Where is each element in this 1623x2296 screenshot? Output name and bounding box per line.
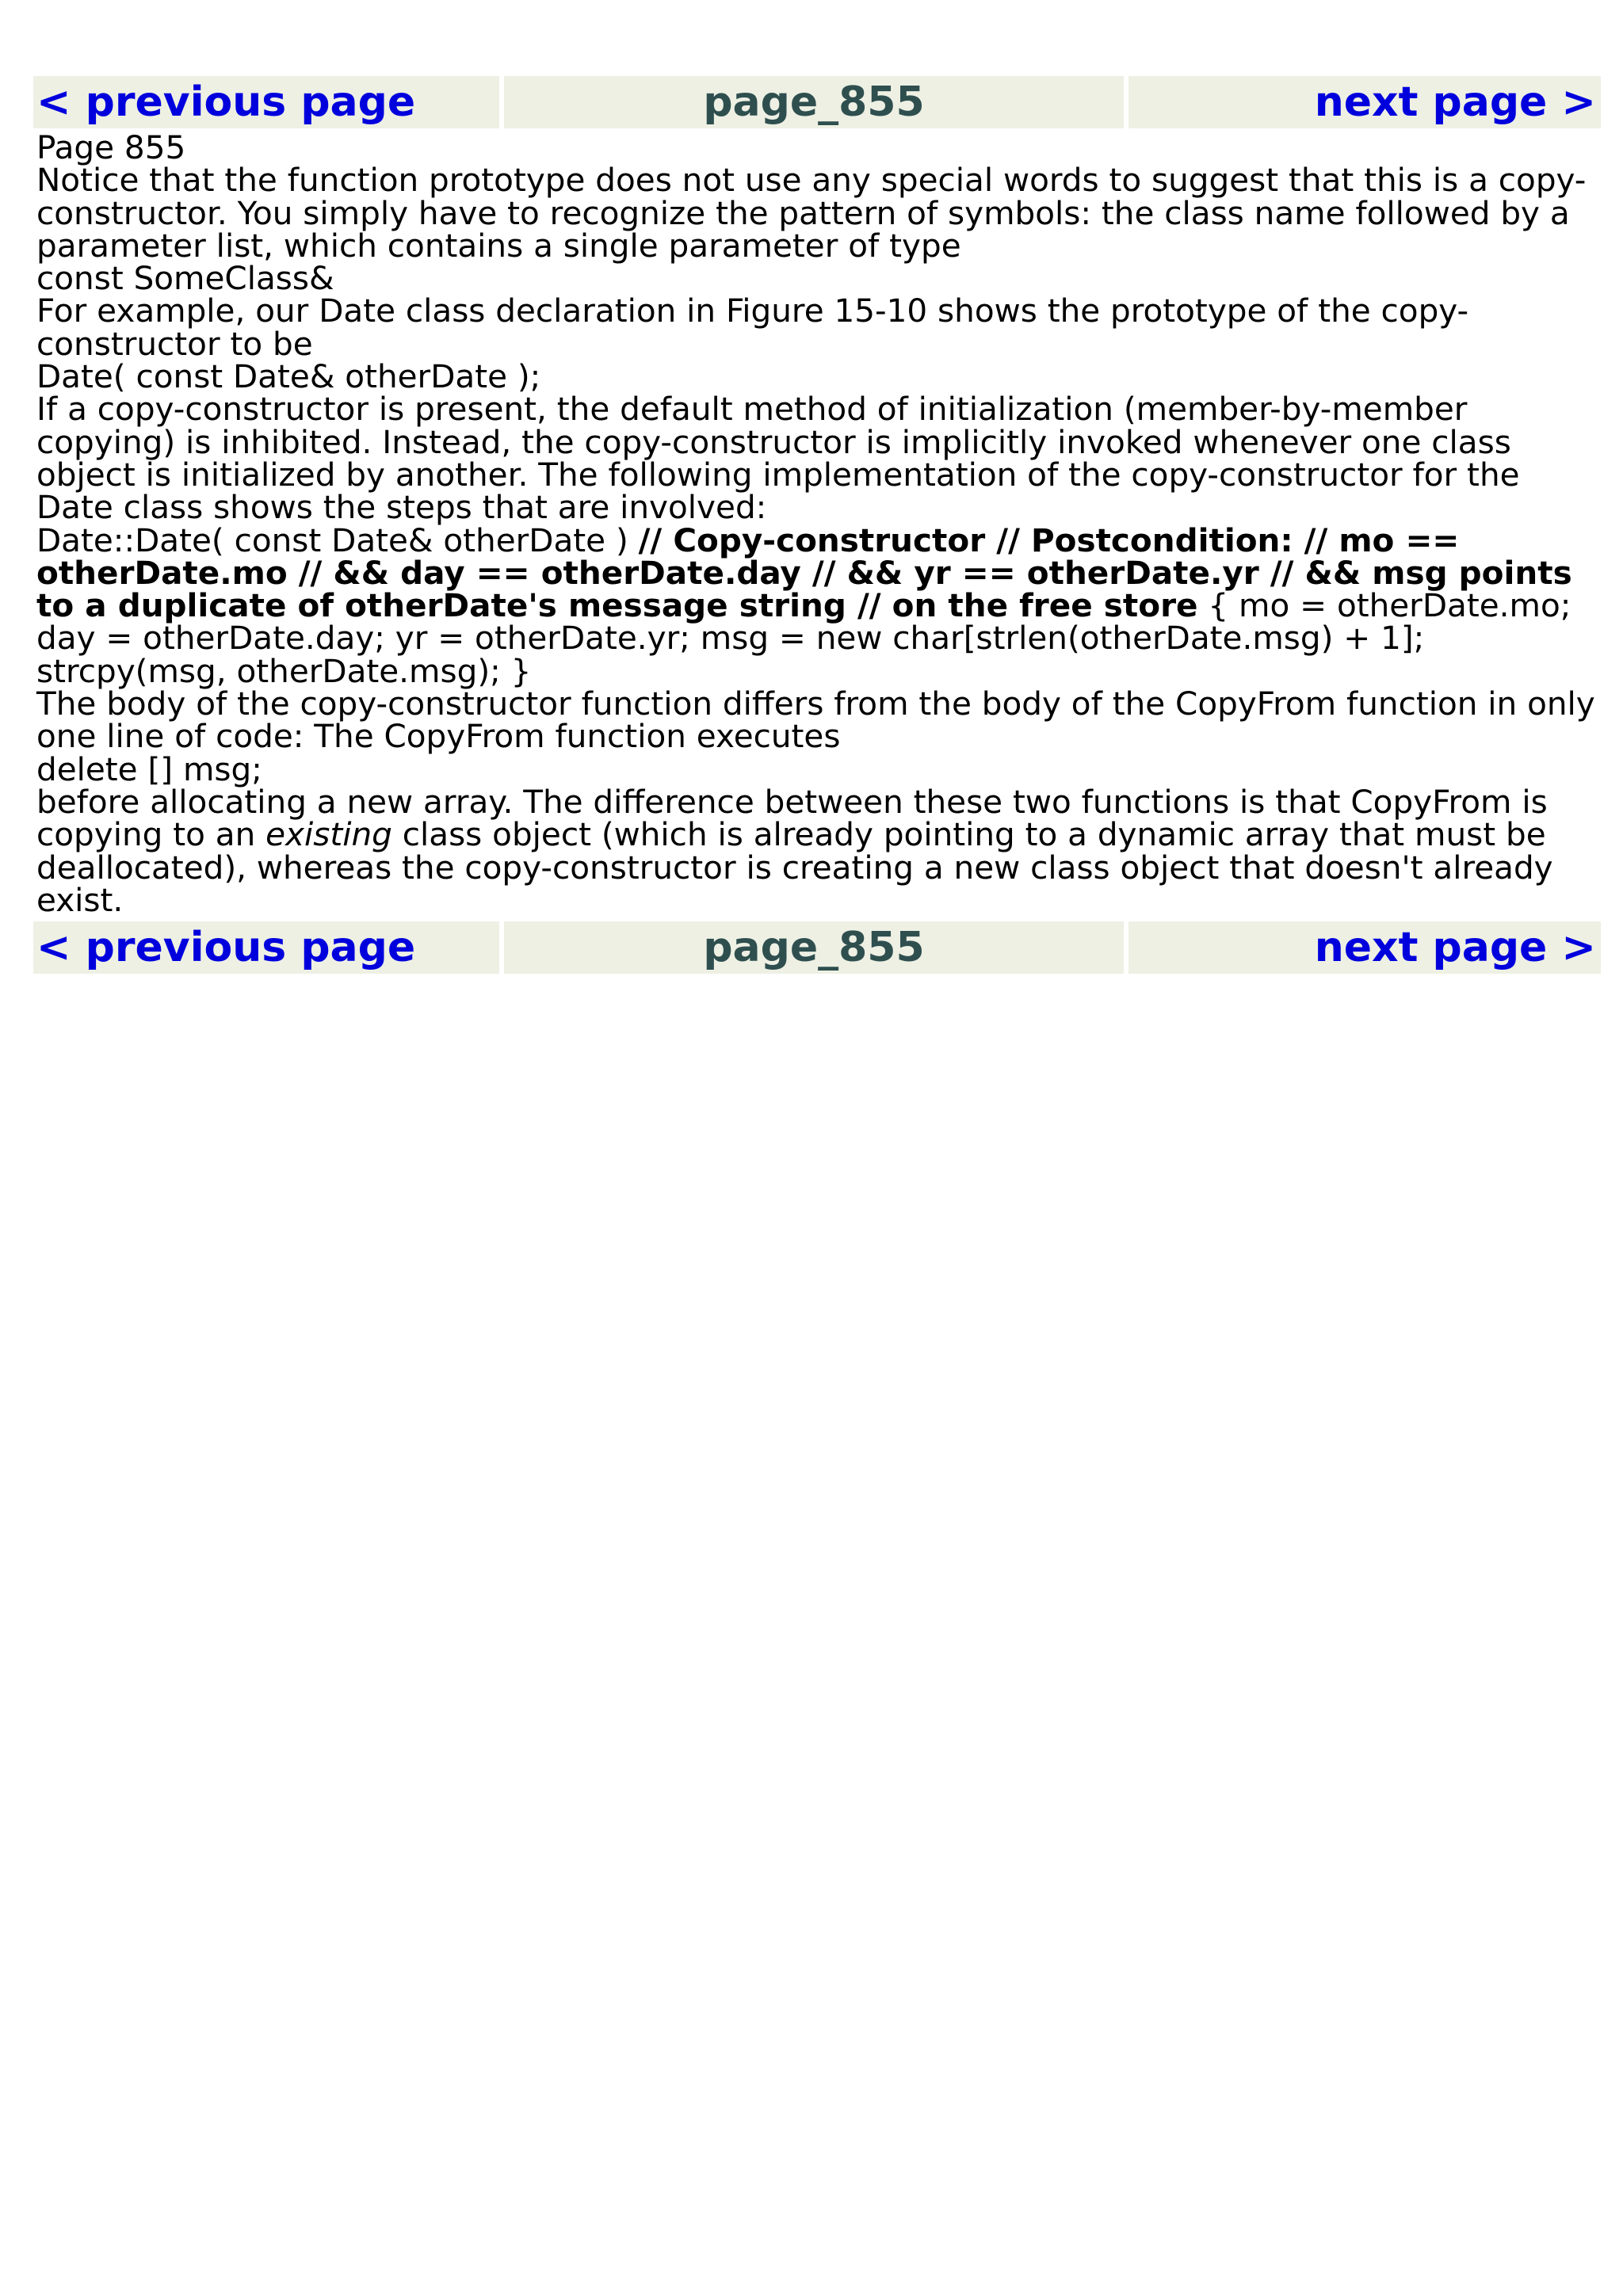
top-navbar — [33, 76, 1601, 128]
bottom-navbar — [33, 921, 1601, 974]
page-number-label: Page 855 — [36, 128, 186, 166]
paragraph-2: For example, our Date class declaration in Figure 15-10 shows the prototype of the copy-constructor to be — [36, 292, 1469, 363]
page-content — [33, 128, 1598, 921]
paragraph-4: The body of the copy-constructor function differs from the body of the CopyFrom function in only one line of code: The CopyFrom function executes — [36, 685, 1595, 756]
page-title-bottom: page_855 — [504, 921, 1124, 974]
paragraph-5-end: class object (which is already pointing to a dynamic array that must be deallocated), whereas the copy-constructor is creating a new class object that doesn't already exist. — [36, 815, 1553, 919]
code-signature: Date::Date( const Date& otherDate ) — [36, 521, 639, 559]
paragraph-5-start: before allocating a new array. The difference between these two functions is that CopyFrom is copying to an — [36, 782, 1548, 854]
next-page-link-bottom[interactable]: next page > — [1128, 921, 1601, 974]
paragraph-3: If a copy-constructor is present, the default method of initialization (member-by-member copying) is inhibited. Instead, the copy-constructor is implicitly invoked whenever one class object is initialized by another. The following implementation of the copy-constructor for the Date class shows the steps that are involved: — [36, 390, 1520, 527]
paragraph-5 — [36, 782, 1598, 919]
code-line-4: delete [] msg; — [36, 749, 262, 788]
code-line-2: Date( const Date& otherDate ); — [36, 357, 541, 396]
page-title: page_855 — [504, 76, 1124, 128]
paragraph-1: Notice that the function prototype does not use any special words to suggest that this is a copy-constructor. You simply have to recognize the pattern of symbols: the class name followed by a parameter list, which contains a single parameter of type — [36, 161, 1587, 265]
code-block-copy-constructor — [36, 521, 1598, 690]
next-page-link[interactable]: next page > — [1128, 76, 1601, 128]
code-line-1: const SomeClass& — [36, 259, 334, 298]
document-page — [33, 76, 1601, 974]
emphasis-existing: existing — [265, 815, 392, 854]
code-body: { mo = otherDate.mo; day = otherDate.day; yr = otherDate.yr; msg = new char[strlen(otherDate.msg) + 1]; strcpy(msg, otherDate.msg); } — [36, 586, 1571, 690]
previous-page-link[interactable]: < previous page — [33, 76, 499, 128]
previous-page-link-bottom[interactable]: < previous page — [33, 921, 499, 974]
code-comment: // Copy-constructor // Postcondition: // mo == otherDate.mo // && day == otherDate.day // && yr == otherDate.yr // && msg points to a duplicate of otherDate's message string // on the free store — [36, 521, 1572, 625]
